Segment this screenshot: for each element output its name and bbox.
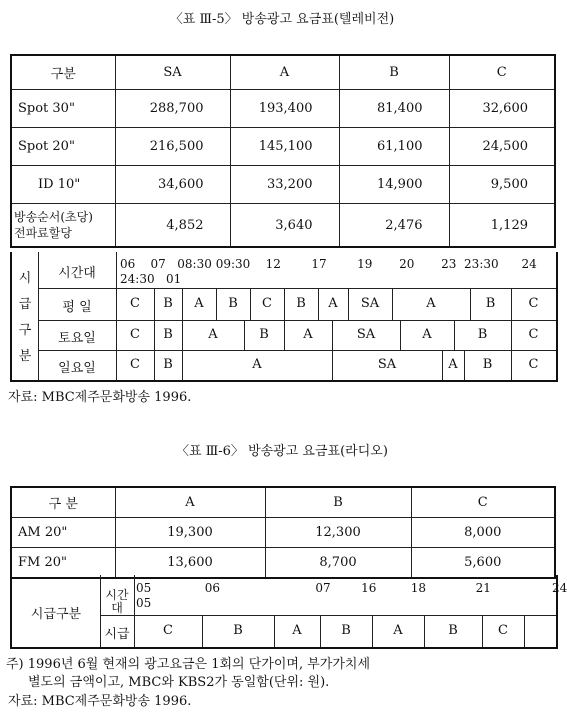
grade-cell: C — [130, 296, 140, 311]
grade-cell: B — [233, 623, 243, 638]
table-row — [11, 128, 555, 166]
grade-cell: SA — [360, 296, 380, 311]
header-b: B — [265, 487, 411, 518]
grade-cell: C — [498, 623, 508, 638]
row-label: ID 10" — [11, 166, 115, 204]
grade-cell: A — [208, 327, 218, 342]
table-row — [11, 166, 555, 204]
grade-cell: C — [262, 296, 272, 311]
tv-header-row — [11, 55, 555, 90]
cell: 24,500 — [449, 128, 555, 166]
cell: 81,400 — [339, 90, 449, 128]
grade-cell: C — [528, 327, 539, 342]
grade-cell: SA — [377, 357, 397, 372]
grade-cell: B — [259, 327, 269, 342]
row-label: FM 20" — [11, 548, 115, 579]
grade-cell: C — [163, 623, 173, 638]
cell: 4,852 — [115, 204, 230, 248]
cell: 33,200 — [230, 166, 339, 204]
radio-note-line1: 주) 1996년 6월 현재의 광고요금은 1회의 단가이며, 부가가치세 — [6, 657, 371, 672]
header-category: 구분 — [11, 55, 115, 90]
grade-cell: C — [130, 327, 140, 342]
times-line1: 06 07 08:30 09:30 12 17 19 20 23 23:30 24 — [120, 257, 537, 271]
grade-cell: A — [328, 296, 338, 311]
grade-cell: B — [482, 357, 493, 372]
grade-cell: SA — [356, 327, 376, 342]
table-row — [11, 518, 555, 548]
tv-table-title: 〈표 Ⅲ-5〉 방송광고 요금표(텔레비전) — [169, 12, 395, 27]
grade-cell: B — [163, 327, 173, 342]
cell: 32,600 — [449, 90, 555, 128]
grade-cell: A — [393, 623, 403, 638]
side-label: 시급구분 — [30, 607, 82, 622]
header-c: C — [411, 487, 555, 518]
grade-cell: C — [528, 357, 539, 372]
cell: 216,500 — [115, 128, 230, 166]
cell: 1,129 — [449, 204, 555, 248]
cell: 19,300 — [115, 518, 265, 548]
grade-cell: B — [341, 623, 351, 638]
times-line2: 24:30 01 — [120, 272, 182, 286]
grade-cell: A — [194, 296, 204, 311]
cell: 13,600 — [115, 548, 265, 579]
radio-table-title: 〈표 Ⅲ-6〉 방송광고 요금표(라디오) — [176, 444, 388, 459]
tv-rate-table — [10, 54, 556, 248]
grade-cell: B — [163, 357, 173, 372]
header-a: A — [230, 55, 339, 90]
grade-cell: B — [477, 327, 488, 342]
grade-cell: A — [422, 327, 432, 342]
time-header: 시간대 — [105, 588, 129, 615]
cell: 61,100 — [339, 128, 449, 166]
radio-rate-table — [10, 486, 556, 579]
header-b: B — [339, 55, 449, 90]
row-label-line1: 방송순서(초당) — [14, 210, 93, 224]
table-row — [11, 204, 555, 248]
row-label: AM 20" — [11, 518, 115, 548]
row-label: Spot 20" — [11, 128, 115, 166]
cell: 288,700 — [115, 90, 230, 128]
table-row — [11, 548, 555, 579]
cell: 8,000 — [411, 518, 555, 548]
table-row — [11, 90, 555, 128]
day-saturday: 토요일 — [58, 331, 96, 346]
row-label-line2: 전파료할당 — [14, 226, 72, 240]
tv-source: 자료: MBC제주문화방송 1996. — [8, 390, 192, 405]
cell: 9,500 — [449, 166, 555, 204]
grade-cell: A — [252, 357, 262, 372]
tv-schedule-grid — [10, 252, 558, 382]
radio-schedule-grid — [10, 575, 567, 649]
grade-cell: B — [228, 296, 238, 311]
cell: 2,476 — [339, 204, 449, 248]
cell: 12,300 — [265, 518, 411, 548]
grade-cell: C — [130, 357, 140, 372]
row-label — [11, 204, 115, 248]
radio-source: 자료: MBC제주문화방송 1996. — [8, 694, 192, 709]
cell: 5,600 — [411, 548, 555, 579]
cell: 14,900 — [339, 166, 449, 204]
header-a: A — [115, 487, 265, 518]
grade-cell: B — [485, 296, 496, 311]
cell: 3,640 — [230, 204, 339, 248]
row-label: Spot 30" — [11, 90, 115, 128]
cell: 8,700 — [265, 548, 411, 579]
cell: 193,400 — [230, 90, 339, 128]
grade-cell: A — [303, 327, 313, 342]
header-category: 구 분 — [11, 487, 115, 518]
times-line1: 05 06 07 16 18 21 24 — [136, 581, 567, 595]
grade-cell: C — [528, 296, 539, 311]
day-weekday: 평 일 — [62, 300, 92, 315]
header-c: C — [449, 55, 555, 90]
cell: 145,100 — [230, 128, 339, 166]
day-sunday: 일요일 — [58, 361, 96, 376]
cell: 34,600 — [115, 166, 230, 204]
radio-header-row — [11, 487, 555, 518]
grade-cell: B — [296, 296, 306, 311]
side-label: 시 급 구 분 — [18, 271, 32, 364]
header-sa: SA — [115, 55, 230, 90]
grade-cell: A — [426, 296, 436, 311]
grade-cell: A — [292, 623, 302, 638]
grade-cell: A — [448, 357, 458, 372]
grade-cell: B — [163, 296, 173, 311]
radio-note-line2: 별도의 금액이고, MBC와 KBS2가 동일함(단위: 원). — [28, 675, 330, 690]
times-line2: 05 — [136, 596, 152, 610]
time-header: 시간대 — [58, 266, 96, 281]
grade-cell: B — [448, 623, 458, 638]
grade-header: 시급 — [104, 627, 130, 642]
